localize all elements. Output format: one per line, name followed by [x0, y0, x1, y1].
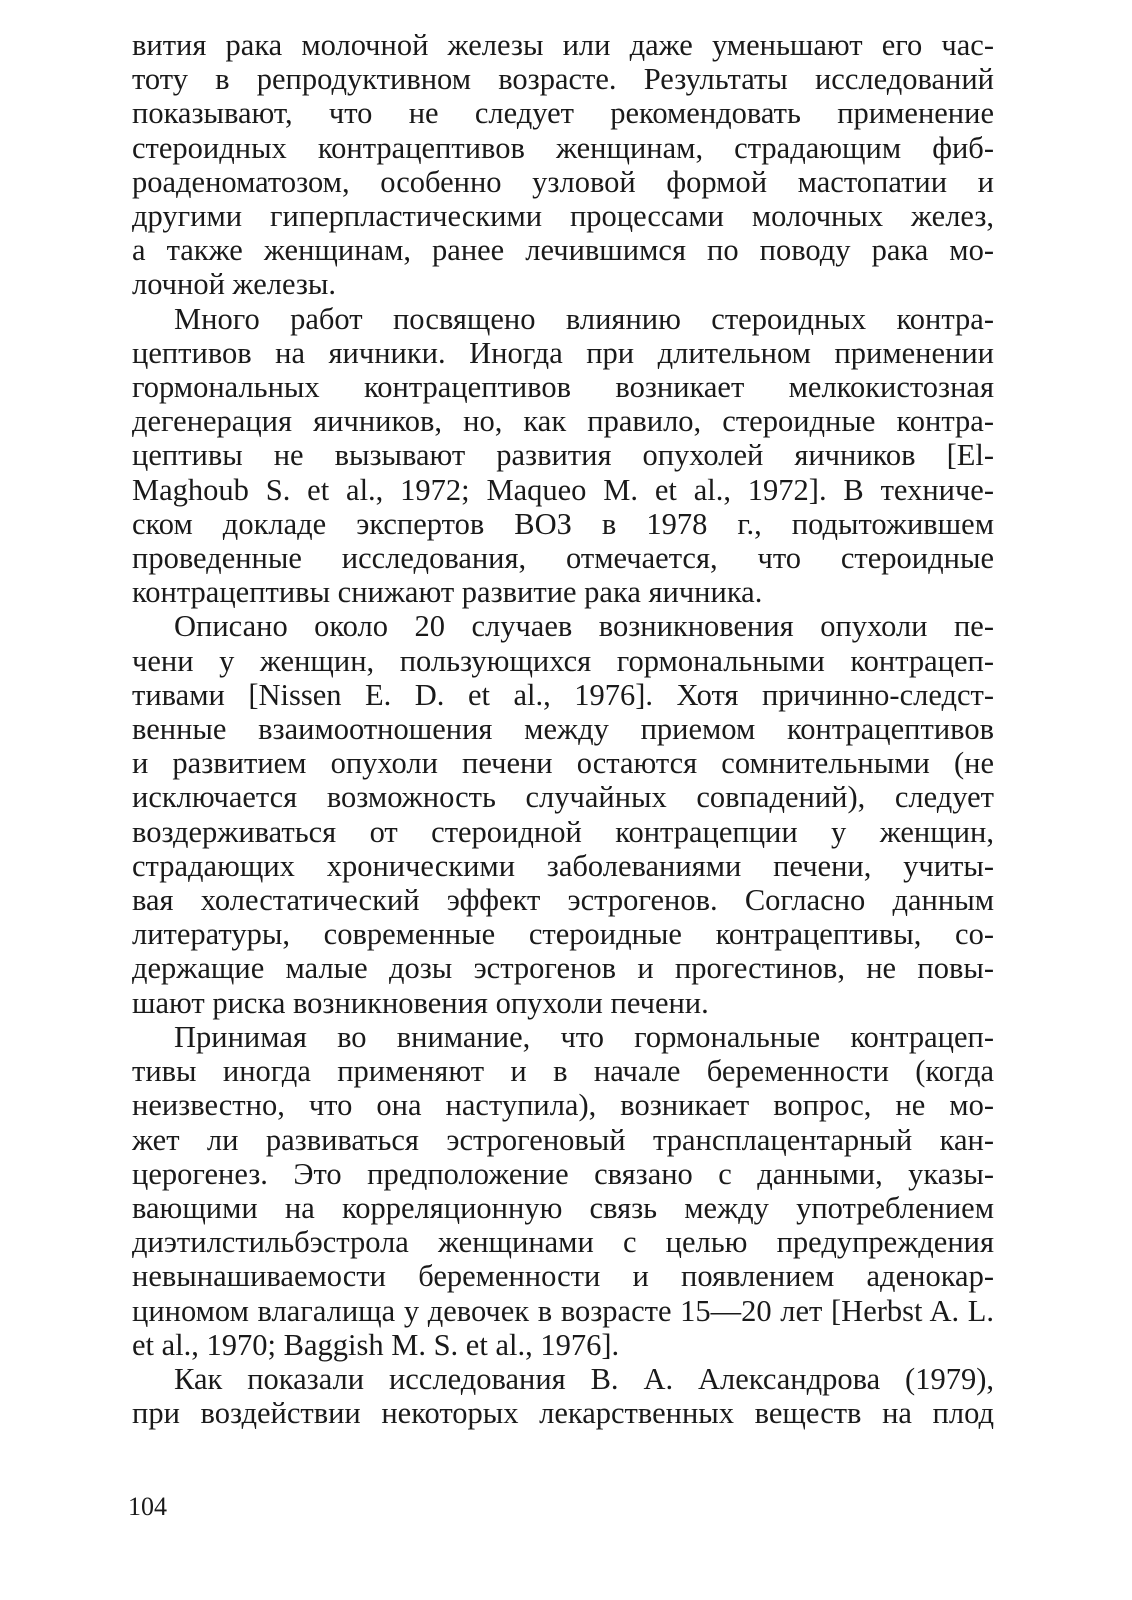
- text-line: держащие малые дозы эстрогенов и прогестинов, не повы-: [132, 951, 994, 986]
- text-line: воздерживаться от стероидной контрацепции у женщин,: [132, 814, 994, 849]
- text-line: исключается возможность случайных совпадений), следует: [132, 780, 994, 815]
- text-line: литературы, современные стероидные контрацептивы, со-: [132, 917, 994, 952]
- text-line: et al., 1970; Baggish M. S. et al., 1976].: [132, 1327, 620, 1362]
- text-line: невынашиваемости беременности и появлением аденокар-: [132, 1259, 994, 1294]
- paragraph-5: [132, 1362, 994, 1430]
- text-line: церогенез. Это предположение связано с данными, указы-: [132, 1156, 994, 1191]
- text-line: диэтилстильбэстрола женщинами с целью предупреждения: [132, 1225, 994, 1260]
- text-line: дегенерация яичников, но, как правило, стероидные контра-: [132, 404, 994, 439]
- paragraph-1: [132, 28, 994, 302]
- text-line: вития рака молочной железы или даже уменьшают его час-: [132, 28, 994, 62]
- text-line: другими гиперпластическими процессами молочных желез,: [132, 199, 994, 234]
- text-line: при воздействии некоторых лекарственных веществ на плод: [132, 1396, 994, 1431]
- body-text: [132, 28, 994, 1430]
- text-line: цептивов на яичники. Иногда при длительном применении: [132, 335, 994, 370]
- text-line: Принимая во внимание, что гормональные контрацеп-: [174, 1019, 994, 1054]
- paragraph-3: [132, 609, 994, 1019]
- text-line: чени у женщин, пользующихся гормональными контрацеп-: [132, 643, 994, 678]
- text-line: стероидных контрацептивов женщинам, страдающим фиб-: [132, 130, 994, 165]
- text-line: проведенные исследования, отмечается, что стероидные: [132, 541, 994, 576]
- text-line: роаденоматозом, особенно узловой формой мастопатии и: [132, 164, 994, 199]
- text-line: вая холестатический эффект эстрогенов. Согласно данным: [132, 883, 994, 918]
- text-line: жет ли развиваться эстрогеновый трансплацентарный кан-: [132, 1122, 994, 1157]
- text-line: и развитием опухоли печени остаются сомнительными (не: [132, 746, 994, 781]
- page-number: 104: [128, 1492, 167, 1521]
- text-line: тоту в репродуктивном возрасте. Результаты исследований: [132, 62, 994, 97]
- text-line: гормональных контрацептивов возникает мелкокистозная: [132, 370, 994, 405]
- text-line: Как показали исследования В. А. Александрова (1979),: [174, 1361, 994, 1396]
- text-line: неизвестно, что она наступила), возникает вопрос, не мо-: [132, 1088, 994, 1123]
- text-line: цептивы не вызывают развития опухолей яичников [El-: [132, 438, 994, 473]
- text-line: Maghoub S. et al., 1972; Maqueo M. et al., 1972]. В техниче-: [132, 472, 994, 507]
- text-line: контрацептивы снижают развитие рака яичника.: [132, 575, 763, 610]
- text-line: венные взаимоотношения между приемом контрацептивов: [132, 712, 994, 747]
- text-line: Описано около 20 случаев возникновения опухоли пе-: [174, 609, 994, 644]
- text-line: ском докладе экспертов ВОЗ в 1978 г., подытожившем: [132, 506, 994, 541]
- text-line: тивами [Nissen E. D. et al., 1976]. Хотя причинно-следст-: [132, 677, 994, 712]
- text-line: лочной железы.: [132, 267, 337, 302]
- text-line: Много работ посвящено влиянию стероидных контра-: [174, 301, 994, 336]
- text-line: страдающих хроническими заболеваниями печени, учиты-: [132, 848, 994, 883]
- text-line: тивы иногда применяют и в начале беременности (когда: [132, 1054, 994, 1089]
- text-line: показывают, что не следует рекомендовать применение: [132, 96, 994, 131]
- text-line: а также женщинам, ранее лечившимся по поводу рака мо-: [132, 233, 994, 268]
- text-line: циномом влагалища у девочек в возрасте 15—20 лет [Herbst A. L.: [132, 1293, 994, 1328]
- text-line: вающими на корреляционную связь между употреблением: [132, 1190, 994, 1225]
- paragraph-2: [132, 302, 994, 610]
- text-line: шают риска возникновения опухоли печени.: [132, 985, 709, 1020]
- paragraph-4: [132, 1020, 994, 1362]
